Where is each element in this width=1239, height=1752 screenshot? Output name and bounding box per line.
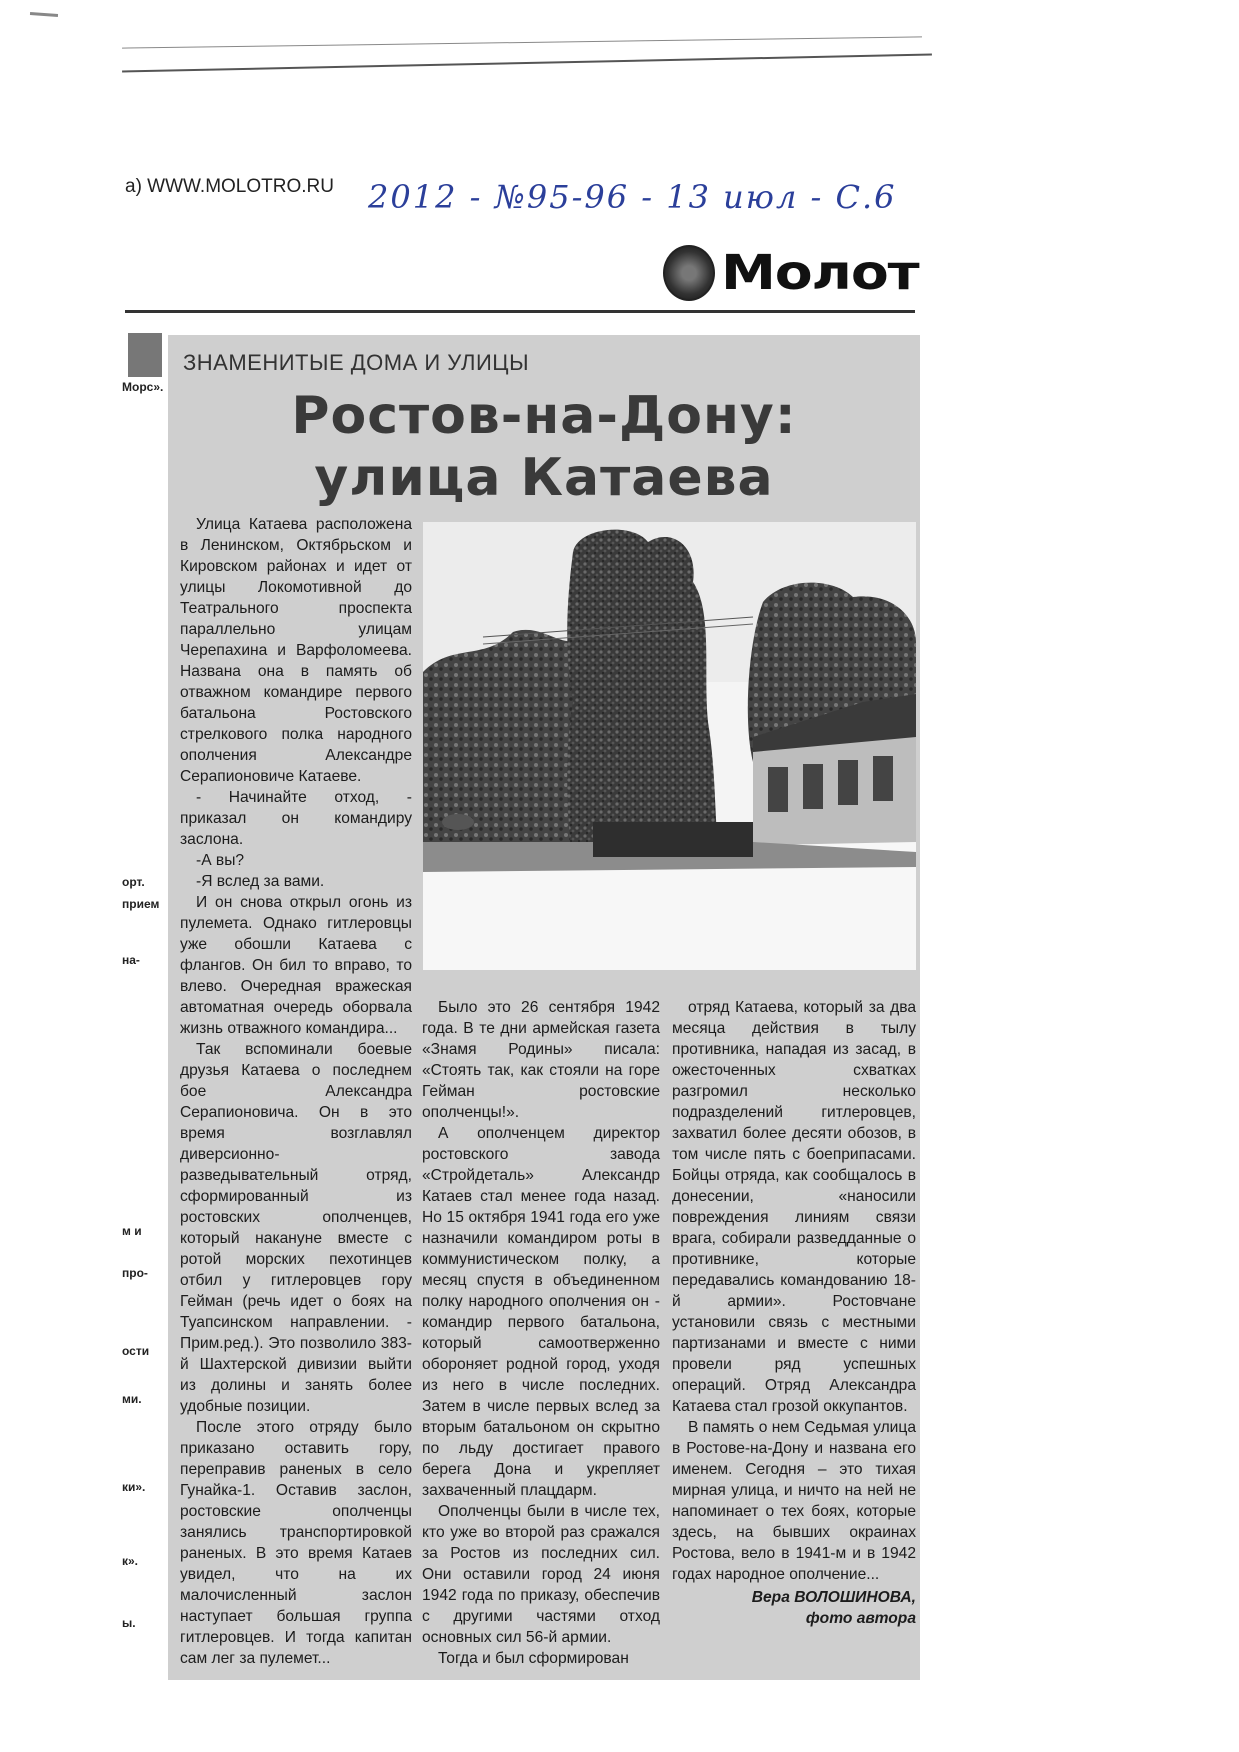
newspaper-emblem-icon (663, 245, 715, 301)
side-block-marker (128, 333, 162, 377)
title-line: улица Катаева (314, 448, 774, 508)
header-url: а) WWW.MOLOTRO.RU (125, 176, 334, 197)
article-column-3 (672, 997, 916, 1629)
margin-fragments (122, 380, 168, 1680)
margin-fragment: на- (122, 953, 140, 967)
margin-fragment: орт. (122, 875, 145, 889)
paragraph: После этого отряду было приказано оставить гору, переправив раненых в село Гунайка-1. Оставив заслон, ростовские ополченцы занялись транспортировкой раненых. В это время Катаев увидел, что на их малочисленный заслон наступает большая группа гитлеровцев. И тогда капитан сам лег за пулемет... (180, 1419, 412, 1667)
scan-mark (30, 12, 58, 17)
masthead (663, 245, 919, 301)
street-photo (423, 522, 916, 970)
paragraph: Так вспоминали боевые друзья Катаева о последнем бое Александра Серапионовича. Он в это время возглавлял диверсионно-разведывательный отряд, сформированный из ростовских ополченцев, который накануне вместе с ротой морских пехотинцев отбил у гитлеровцев гору Гейман (речь идет о боях на Туапсинском направлении. - Прим.ред.). Это позволило 383-й Шахтерской дивизии выйти из долины и занять более удобные позиции. (180, 1041, 412, 1415)
paragraph: -Я вслед за вами. (196, 873, 325, 890)
paragraph: Ополченцы были в числе тех, кто уже во второй раз сражался за Ростов из последних сил. Они оставили город 24 июня 1942 года по приказу, обеспечив с другими частями отход основных сил 56-й армии. (422, 1503, 660, 1646)
margin-fragment: Морс». (122, 380, 164, 394)
paragraph: Тогда и был сформирован (438, 1650, 629, 1667)
paragraph: отряд Катаева, который за два месяца действия в тылу противника, нападая из засад, в ожесточенных схватках разгромил несколько подразделений гитлеровцев, захватил более десяти обозов, в том числе пять с боеприпасами. Бойцы отряда, как сообщалось в донесении, «наносили повреждения линиям связи врага, собирали разведданные о противнике, которые передавались командованию 18-й армии». Ростовчане установили связь с местными партизанами и вместе с ними провели ряд успешных операций. Отряд Александра Катаева стал грозой оккупантов. (672, 999, 916, 1415)
margin-fragment: ы. (122, 1616, 136, 1630)
scan-edge-line (122, 54, 932, 73)
paragraph: Улица Катаева расположена в Ленинском, Октябрьском и Кировском районах и идет от улицы Локомотивной до Театрального проспекта параллельно улицам Черепахина и Варфоломеева. Названа она в память об отважном командире первого батальона Ростовского стрелкового полка народного ополчения Александре Серапионовиче Катаеве. (180, 516, 412, 785)
paragraph: -А вы? (196, 852, 245, 869)
title-line: Ростов-на-Дону: (291, 386, 797, 446)
paragraph: В память о нем Седьмая улица в Ростове-на-Дону и названа его именем. Сегодня – это тихая мирная улица, и ничто на ней не напоминает о тех боях, которые здесь, на бывших окраинах Ростова, вело в 1941-м и в 1942 годах народное ополчение... (672, 1419, 916, 1583)
street-photo-image (423, 522, 916, 970)
byline (672, 1587, 916, 1629)
header-rule (125, 310, 915, 313)
photo-credit: фото автора (805, 1610, 916, 1627)
margin-fragment: ости (122, 1344, 150, 1358)
article-title (168, 385, 920, 509)
article-column-1 (180, 514, 412, 1669)
author-name: Вера ВОЛОШИНОВА, (751, 1589, 916, 1606)
margin-fragment: прием (122, 897, 160, 911)
paragraph: Было это 26 сентября 1942 года. В те дни армейская газета «Знамя Родины» писала: «Стоять так, как стояли на горе Гейман ростовские ополченцы!». (422, 999, 660, 1121)
article-column-2 (422, 997, 660, 1669)
margin-fragment: про- (122, 1266, 148, 1280)
newspaper-logo: Молот (721, 245, 919, 301)
paragraph: А ополченцем директор ростовского завода «Стройдеталь» Александр Катаев стал менее года назад. Но 15 октября 1941 года его уже назначили командиром роты в коммунистическом полку, а месяц спустя в объединенном полку народного ополчения он - командир первого батальона, который самоотверженно обороняет родной город, уходя из него в числе последних. Затем в числе первых вслед за вторым батальоном он скрытно по льду достигает правого берега Дона и укрепляет захваченный плацдарм. (422, 1125, 660, 1499)
paragraph: - Начинайте отход, - приказал он командиру заслона. (180, 789, 412, 848)
scan-edge-line (122, 36, 922, 48)
margin-fragment: м и (122, 1224, 142, 1238)
margin-fragment: ми. (122, 1392, 142, 1406)
paragraph: И он снова открыл огонь из пулемета. Однако гитлеровцы уже обошли Катаева с флангов. Он бил то вправо, то влево. Очередная вражеская автоматная очередь оборвала жизнь отважного командира... (180, 894, 412, 1037)
margin-fragment: ки». (122, 1480, 146, 1494)
section-label: ЗНАМЕНИТЫЕ ДОМА И УЛИЦЫ (183, 350, 530, 375)
handwritten-issue-note: 2012 - №95-96 - 13 июл - С.6 (368, 178, 897, 216)
margin-fragment: к». (122, 1554, 139, 1568)
